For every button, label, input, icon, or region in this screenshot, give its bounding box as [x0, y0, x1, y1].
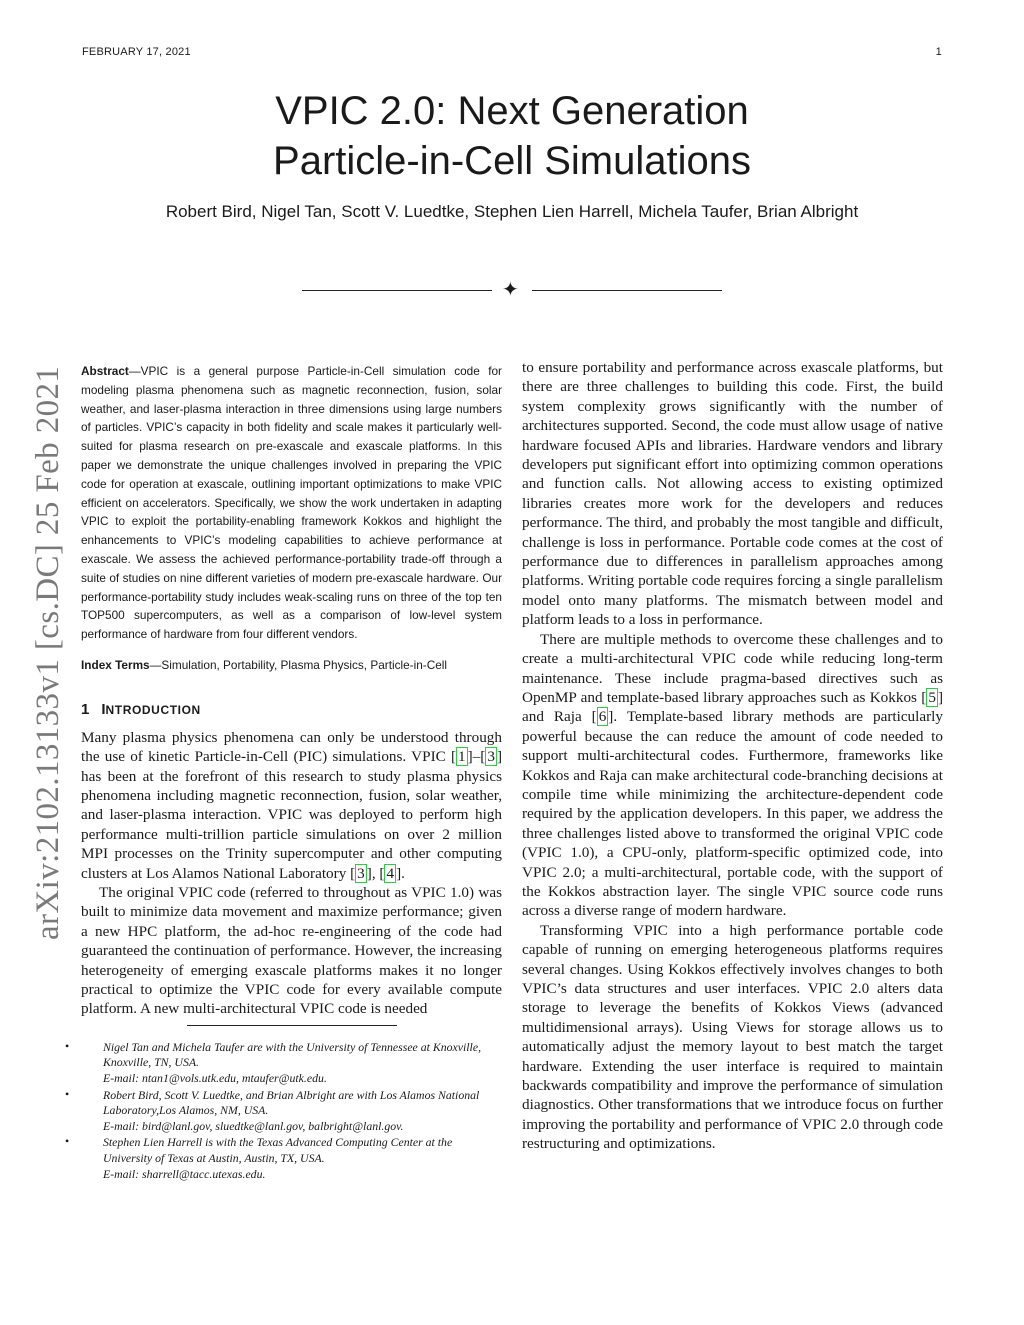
- left-column: [65, 362, 502, 1183]
- author-list: Robert Bird, Nigel Tan, Scott V. Luedtke, Stephen Lien Harrell, Michela Taufer, Brian Albright: [165, 202, 859, 221]
- bullet-icon: •: [65, 1086, 70, 1101]
- right-column: [522, 358, 943, 1154]
- paper-title-line-1: VPIC 2.0: Next Generation: [275, 89, 749, 133]
- footnote-rule: [187, 1025, 397, 1026]
- arxiv-identifier-stamp: arXiv:2102.13133v1 [cs.DC] 25 Feb 2021: [30, 365, 66, 940]
- index-terms-text: —Simulation, Portability, Plasma Physics, Particle-in-Cell: [149, 657, 448, 672]
- text-run: . Template-based library methods are particularly powerful because the can reduce the amount of code needed to support multi-architectural codes. Furthermore, frameworks like Kokkos and Raja can make architectural code-branching decisions at compile time while minimizing the architecture-dependent code required by the application developers. In this paper, we address the three challenges listed above to transformed the original VPIC code (VPIC 1.0), a CPU-only, platform-specific optimized code, into VPIC 2.0; a multi-architectural, portable code, with the support of the Kokkos abstraction layer. The single VPIC source code runs across a diverse range of modern hardware.: [522, 708, 943, 920]
- citation-link[interactable]: 4: [386, 864, 395, 882]
- section-title-initial: I: [101, 700, 106, 718]
- footnote-affiliation: [65, 1086, 502, 1135]
- index-terms: [81, 656, 502, 675]
- intro-paragraph-2: The original VPIC code (referred to throughout as VPIC 1.0) was built to minimize data movement and maximize performance; given a new HPC platform, the ad-hoc re-engineering of the code had guaranteed the continuation of performance. However, the increasing heterogeneity of emerging exascale platforms makes it no longer practical to optimize the VPIC code for every available compute platform. A new multi-architectural VPIC code is needed: [81, 884, 502, 1018]
- running-header-date: FEBRUARY 17, 2021: [82, 46, 191, 58]
- text-run: –: [472, 748, 481, 766]
- footnote-email: E-mail: sharrell@tacc.utexas.edu.: [103, 1166, 266, 1181]
- footnote-email: E-mail: ntan1@vols.utk.edu, mtaufer@utk.edu.: [103, 1071, 327, 1086]
- footnote-line: Nigel Tan and Michela Taufer are with the University of Tennessee at Knoxville, Knoxville, TN, USA.: [103, 1039, 482, 1070]
- citation-link[interactable]: 6: [598, 708, 607, 726]
- text-run: has been at the forefront of this research to study plasma physics phenomena including magnetic reconnection, fusion, solar weather, and laser-plasma interaction. VPIC was deployed to perform high performance multi-trillion particle simulations on over 2 million MPI processes on the Trinity supercomputer and other computing clusters at Los Alamos National Laboratory: [81, 767, 502, 882]
- section-heading-introduction: [81, 701, 502, 718]
- paper-title: [0, 86, 1024, 186]
- intro-paragraph-4: Transforming VPIC into a high performance portable code capable of running on emerging heterogeneous platforms requires several changes. Using Kokkos effectively involves changes to both VPIC’s data structures and user interfaces. VPIC 2.0 alters data storage to leverage the benefits of Kokkos Views (advanced multidimensional arrays). Using Views for storage allows us to automatically adjust the memory layout to best match the target hardware. Extending the user interface is required to maintain backwards compatibility and improve the performance of simulation diagnostics. Other transformations that we introduce focus on further improving the portability and performance of VPIC 2.0 through code restructuring and optimizations.: [522, 921, 943, 1153]
- paper-title-line-2: Particle-in-Cell Simulations: [273, 139, 751, 183]
- section-title-rest: NTRODUCTION: [105, 702, 201, 717]
- intro-paragraph-3: There are multiple methods to overcome these challenges and to create a multi-architectural VPIC code while reducing long-term maintenance. These include pragma-based directives such as OpenMP and template-based library approaches such as Kokkos [ 5 ] and Raja [ 6 ]. Template-based library methods are particularly powerful because the can reduce the amount of code needed to support multi-architectural codes. Furthermore, frameworks like Kokkos and Raja can make architectural code-branching decisions at compile time while minimizing the architecture-dependent code required by the application developers. In this paper, we address the three challenges listed above to transformed the original VPIC code (VPIC 1.0), a CPU-only, platform-specific optimized code, into VPIC 2.0; a multi-architectural, portable code, with the support of the Kokkos abstraction layer. The single VPIC source code runs across a diverse range of modern hardware.: [522, 630, 943, 920]
- footnote-line: Stephen Lien Harrell is with the Texas Advanced Computing Center at the University of Texas at Austin, Austin, TX, USA.: [103, 1135, 453, 1165]
- citation-link[interactable]: 3: [357, 864, 365, 882]
- bullet-icon: •: [65, 1038, 70, 1053]
- citation-link[interactable]: 1: [458, 748, 466, 766]
- intro-paragraph-2-continued: to ensure portability and performance across exascale platforms, but there are three challenges to building this code. First, the build system complexity grows significantly with the number of architectures supported. Second, the code must allow usage of native hardware focused APIs and libraries. Hardware vendors and library developers put significant effort into optimizing common operations and function calls. Not allowing access to existing optimized libraries creates more work for the developers and reduces performance. The third, and probably the most tangible and difficult, challenge is loss in performance. Portable code comes at the cost of performance due to differences in parallelism approaches among platforms. Writing portable code requires forcing a single parallelism model onto many platforms. The mismatch between model and platform leads to a loss in performance.: [522, 359, 943, 629]
- abstract-text: —VPIC is a general purpose Particle-in-Cell simulation code for modeling plasma phenomena such as magnetic reconnection, fusion, solar weather, and laser-plasma interaction in three dimensions using large numbers of particles. VPIC’s capacity in both fidelity and scale makes it particularly well-suited for plasma research on pre-exascale and exascale platforms. In this paper we demonstrate the unique challenges involved in preparing the VPIC code for operation at exascale, outlining important optimizations to make VPIC efficient on accelerators. Specifically, we show the work undertaken in adapting VPIC to exploit the portability-enabling framework Kokkos and highlight the enhancements to VPIC’s modeling capabilities to achieve performance at exascale. We assess the achieved performance-portability trade-off through a suite of studies on nine different varieties of modern pre-exascale hardware. Our performance-portability study includes weak-scaling runs on three of the top ten TOP500 supercomputers, as well as a comparison of low-level system performance of hardware from four different vendors.: [81, 364, 502, 642]
- divider-star-icon: ✦: [502, 277, 519, 301]
- text-run: .: [401, 864, 405, 882]
- text-run: Many plasma physics phenomena can only be understood through the use of kinetic Particle-in-Cell (PIC) simulations. VPIC: [81, 728, 502, 766]
- intro-paragraph-1: Many plasma physics phenomena can only be understood through the use of kinetic Particle-in-Cell (PIC) simulations. VPIC [ 1 ]–[ 3 ] has been at the forefront of this research to study plasma physics phenomena including magnetic reconnection, fusion, solar weather, and laser-plasma interaction. VPIC was deployed to perform high performance multi-trillion particle simulations on over 2 million MPI processes on the Trinity supercomputer and other computing clusters at Los Alamos National Laboratory [ 3 ], [ 4 ].: [81, 728, 502, 882]
- section-number: 1: [81, 700, 90, 718]
- title-divider-left: [302, 290, 492, 291]
- abstract: [81, 362, 502, 644]
- text-run: ,: [371, 864, 380, 882]
- footnote-line: Robert Bird, Scott V. Luedtke, and Brian Albright are with Los Alamos National Laboratory,Los Alamos, NM, USA.: [103, 1087, 480, 1118]
- footnote-affiliation: [65, 1038, 502, 1087]
- page-number: 1: [935, 46, 942, 58]
- bullet-icon: •: [65, 1134, 70, 1149]
- citation-link[interactable]: 3: [487, 748, 495, 766]
- title-divider-right: [532, 290, 722, 291]
- text-run: and Raja: [522, 708, 592, 726]
- footnote-email: E-mail: bird@lanl.gov, sluedtke@lanl.gov, balbright@lanl.gov.: [103, 1118, 404, 1133]
- abstract-label: Abstract: [81, 364, 129, 378]
- citation-link[interactable]: 5: [928, 688, 936, 706]
- footnote-affiliation: [65, 1134, 502, 1182]
- index-terms-label: Index Terms: [81, 657, 150, 672]
- text-run: There are multiple methods to overcome these challenges and to create a multi-architectural VPIC code while reducing long-term maintenance. These include pragma-based directives such as OpenMP and template-based library approaches such as Kokkos: [522, 630, 943, 706]
